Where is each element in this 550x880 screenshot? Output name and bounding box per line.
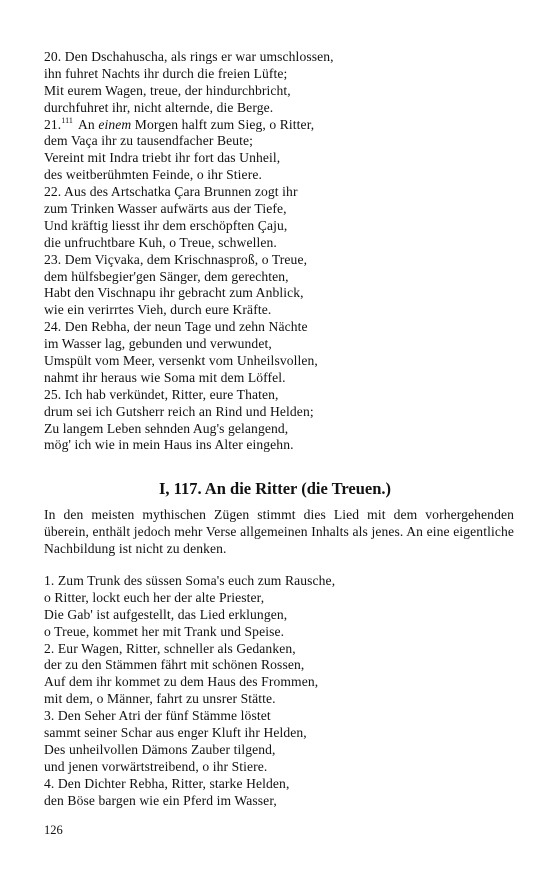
verse-line: durchfuhret ihr, nicht alternde, die Berge. (44, 99, 274, 115)
verse-line: die unfruchtbare Kuh, o Treue, schwellen. (44, 234, 277, 250)
verse-line: des weitberühmten Feinde, o ihr Stiere. (44, 167, 262, 183)
verse-line-with-footnote (44, 117, 514, 134)
verses-bottom (44, 573, 514, 809)
verse-line: Des unheilvollen Dämons Zauber tilgend, (44, 741, 276, 757)
verse-line: Die Gab' ist aufgestellt, das Lied erklungen, (44, 606, 288, 622)
verse-line: den Böse bargen wie ein Pferd im Wasser, (44, 792, 277, 808)
verse-line: 25. Ich hab verkündet, Ritter, eure Thaten, (44, 386, 279, 402)
verse-line: Zu langem Leben sehnden Aug's gelangend, (44, 420, 289, 436)
page-number: 126 (44, 823, 63, 837)
verse-line: 20. Den Dschahuscha, als rings er war umschlossen, (44, 49, 334, 64)
verse-line: Auf dem ihr kommet zu dem Haus des Frommen, (44, 674, 319, 690)
verse-line: mög' ich wie in mein Haus ins Alter eingehn. (44, 437, 294, 453)
verse-line: 4. Den Dichter Rebha, Ritter, starke Helden, (44, 775, 290, 791)
verse-line: dem hülfsbegier'gen Sänger, dem gerechten, (44, 268, 289, 284)
verse-line: Und kräftig liesst ihr dem erschöpften Çaju, (44, 217, 288, 233)
verse-line: und jenen vorwärtstreibend, o ihr Stiere. (44, 758, 268, 774)
verse-line: 1. Zum Trunk des süssen Soma's euch zum Rausche, (44, 573, 336, 588)
intro-paragraph: In den meisten mythischen Zügen stimmt dies Lied mit dem vorhergehenden überein, enthält jedoch mehr Verse allgemeinen Inhalts als jenes. An eine eigentliche Nachbildung ist nicht zu denken. (44, 507, 514, 556)
verse-line: Habt den Vischnapu ihr gebracht zum Anblick, (44, 285, 304, 301)
verse-line: wie ein verirrtes Vieh, durch eure Kräfte. (44, 302, 272, 318)
section-title: I, 117. An die Ritter (die Treuen.) (158, 479, 392, 498)
verse-line: Mit eurem Wagen, treue, der hindurchbricht, (44, 82, 291, 98)
verse-line: Umspült vom Meer, versenkt vom Unheilsvollen, (44, 353, 318, 369)
verse-line: 22. Aus des Artschatka Çara Brunnen zogt ihr (44, 184, 298, 200)
verse-line: im Wasser lag, gebunden und verwundet, (44, 336, 272, 352)
verse-line: 23. Dem Viçvaka, dem Krischnasproß, o Treue, (44, 251, 308, 267)
verse-line: Vereint mit Indra triebt ihr fort das Unheil, (44, 150, 281, 166)
verse-line: o Treue, kommet her mit Trank und Speise. (44, 623, 285, 639)
verse-text: An (78, 116, 99, 132)
verse-line: 24. Den Rebha, der neun Tage und zehn Nächte (44, 319, 308, 335)
emphasized-word: einem (98, 116, 132, 132)
verse-line: drum sei ich Gutsherr reich an Rind und Helden; (44, 403, 314, 419)
verse-number: 21. (44, 116, 62, 132)
footnote-marker[interactable]: 111 (61, 115, 74, 125)
verse-line: nahmt ihr heraus wie Soma mit dem Löffel. (44, 369, 286, 385)
verse-line: o Ritter, lockt euch her der alte Priester, (44, 589, 265, 605)
verse-line: mit dem, o Männer, fahrt zu unsrer Stätte. (44, 691, 276, 707)
verse-line: ihn fuhret Nachts ihr durch die freien Lüfte; (44, 65, 288, 81)
verse-line: sammt seiner Schar aus enger Kluft ihr Helden, (44, 725, 307, 741)
verse-line: der zu den Stämmen fährt mit schönen Rossen, (44, 657, 305, 673)
verse-line: zum Trinken Wasser aufwärts aus der Tiefe, (44, 201, 287, 217)
verse-line: 2. Eur Wagen, Ritter, schneller als Gedanken, (44, 640, 296, 656)
verse-line: 3. Den Seher Atri der fünf Stämme löstet (44, 708, 271, 724)
verses-top (44, 49, 514, 454)
verse-text: Morgen halft zum Sieg, o Ritter, (131, 116, 315, 132)
verse-line: dem Vaça ihr zu tausendfacher Beute; (44, 133, 254, 149)
